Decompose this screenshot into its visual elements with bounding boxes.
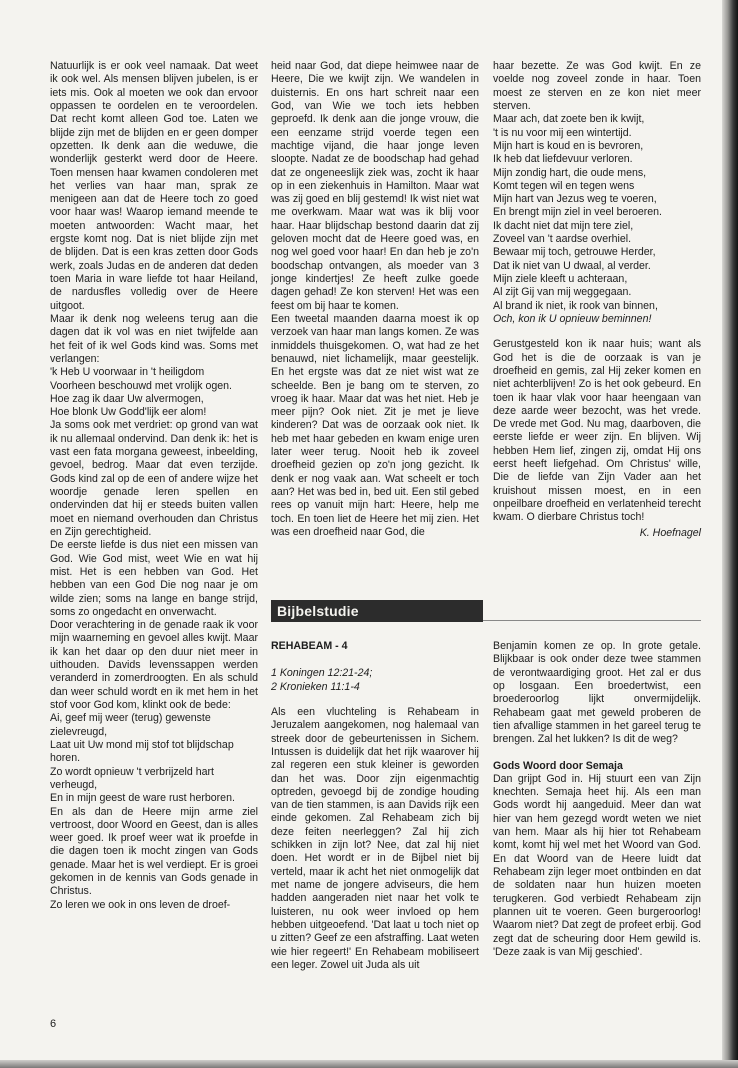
section-banner: Bijbelstudie (271, 600, 483, 622)
verse-line: Hoe zag ik daar Uw alvermogen, (50, 392, 204, 405)
column-middle (271, 60, 479, 539)
verse-line: Ik dacht niet dat mijn tere ziel, (493, 219, 634, 232)
scripture-reference: 1 Koningen 12:21-24; (271, 667, 373, 680)
verse-line: Voorheen beschouwd met vrolijk ogen. (50, 379, 232, 392)
paragraph: Gerustgesteld kon ik naar huis; want als God het is die de oorzaak is van je droefheid en gemis, zal Hij zeker komen en niet achterblijven! Zo is het ook gebeurd. En toen ik haar vlak voor haar heengaan van deze aarde weer bezocht, was het vrede. De vrede met God. Nu mag, daarboven, die eerste liefde er weer zijn. En blijven. Wij hebben Hem lief, zingen zij, omdat Hij ons eerst heeft liefgehad. Om Christus' wille, Die de liefde van Zijn Vader aan het kruishout missen moest, en in een onpeilbare droefheid en verlatenheid terecht kwam. O dierbare Christus toch! (493, 338, 701, 524)
section-rule (483, 620, 701, 621)
column-left (50, 60, 258, 912)
verse-line: Zo wordt opnieuw 't verbrijzeld hart verheugd, (50, 765, 214, 791)
verse-line: Zoveel van 't aardse overhiel. (493, 233, 632, 246)
paragraph: De eerste liefde is dus niet een missen van God. Wie God mist, weet Wie en wat hij mist. Het is een hebben van God. Het hebben van een God Die nog naar je om wilde zien; soms na lange en bange strijd, soms zo ongedacht en onverwacht. (50, 539, 258, 618)
paragraph: Benjamin komen ze op. In grote getale. Blijkbaar is ook onder deze twee stammen de verontwaardiging groot. Het zal er dus op losgaan. Een broedertwist, een broederoorlog lijkt onvermijdelijk. Rehabeam gaat met geweld proberen de tien afvallige stammen in het gareel terug te brengen. Zal het lukken? Is dit de weg? (493, 640, 701, 746)
verse-line: En brengt mijn ziel in veel beroeren. (493, 206, 663, 219)
verse-line: Mijn hart is koud en is bevroren, (493, 139, 644, 152)
verse-line: 't is nu voor mij een wintertijd. (493, 126, 632, 139)
poem (493, 113, 701, 326)
verse-line: Maar ach, dat zoete ben ik kwijt, (493, 113, 645, 126)
verse-line: Bewaar mij toch, getrouwe Herder, (493, 246, 656, 259)
verse-line: Mijn ziele kleeft u achteraan, (493, 273, 628, 285)
subheading: Gods Woord door Semaja (493, 759, 623, 772)
verse-line: Och, kon ik U opnieuw beminnen! (493, 312, 652, 325)
verse-line: Ai, geef mij weer (terug) gewenste zielevreugd, (50, 712, 211, 738)
paragraph: haar bezette. Ze was God kwijt. En ze voelde nog zoveel zonde in haar. Toen moest ze sterven en ze kon niet meer sterven. (493, 60, 701, 112)
verse-line: Ik heb dat liefdevuur verloren. (493, 153, 633, 166)
paragraph: Zo leren we ook in ons leven de droef- (50, 898, 231, 911)
verse-line: Al brand ik niet, ik rook van binnen, (493, 299, 658, 312)
verse-line: Dat ik niet van U dwaal, al verder. (493, 259, 651, 272)
page-number: 6 (50, 1018, 57, 1030)
verse-line: En in mijn geest de ware rust herboren. (50, 792, 235, 805)
column-right-lower (493, 640, 701, 959)
paragraph: Ja soms ook met verdriet: op grond van wat ik nu allemaal ondervind. Dan denk ik: het is vast een fata morgana geweest, inbeelding, gevoel, bedrog. Maar dat even terzijde. Gods kind zal op de een of andere wijze het woordje genade leren spellen en ondervinden dat hij er steeds buiten vallen moet en niemand overhouden dan Christus en Zijn gerechtigheid. (50, 419, 258, 538)
scripture-reference: 2 Kronieken 11:1-4 (271, 680, 360, 693)
verse-line: Komt tegen wil en tegen wens (493, 179, 635, 192)
paragraph: En als dan de Heere mijn arme ziel vertroost, door Woord en Geest, dan is alles weer goed. Ik proef weer wat ik proefde in die dagen toen ik mocht zingen van Gods genade. Maar het is wel verdiept. Er is groei gekomen in de kennis van Gods genade in Christus. (50, 805, 258, 898)
verse-line: 'k Heb U voorwaar in 't heiligdom (50, 366, 205, 379)
paragraph: Dan grijpt God in. Hij stuurt een van Zijn knechten. Semaja heet hij. Als een man Gods wordt hij aangeduid. Meer dan wat hier van hem gezegd wordt weten we niet van hem. Maar als hij hier tot Rehabeam komt, komt hij wel met het Woord van God. En dat Woord van de Heere luidt dat Rehabeam zijn leger moet ontbinden en dat de soldaten naar hun huizen moeten terugkeren. God verbiedt Rehabeam zijn plannen uit te voeren. Geen burgeroorlog! Waarom niet? Dat zegt de profeet erbij. God zegt dat de scheuring door Hem gewild is. 'Deze zaak is van Mij geschied'. (493, 772, 701, 958)
page-edge-shadow (0, 1060, 738, 1068)
paragraph: Als een vluchteling is Rehabeam in Jeruzalem aangekomen, nog halemaal van streek door de gebeurtenissen in Sichem. Intussen is duidelijk dat het rijk waarover hij zal regeren een stuk kleiner is geworden dan het was. Door zijn eigenmachtig optreden, gevoegd bij de zondige houding van de tien stammen, is aan Davids rijk een einde gekomen. Zal Rehabeam zich bij deze feiten neerleggen? Zal hij zich schikken in zijn lot? Nee, dat zal hij niet doen. Het wordt er in de Bijbel niet bij verteld, maar ik acht het niet onmogelijk dat met name de jongere adviseurs, die hem hadden aangeraden niet naar het volk te luisteren, nu ook weer invloed op hem hebben uitgeoefend. 'Dat laat u toch niet op u zitten? Geef ze een afstraffing. Laat weten wie hier regeert!' En Rehabeam mobiliseert een leger. Zowel uit Juda als uit (271, 705, 479, 971)
column-right (493, 60, 701, 540)
paragraph: Een tweetal maanden daarna moest ik op verzoek van haar man langs komen. Ze was inmiddels thuisgekomen. O, wat had ze het benauwd, niet lichamelijk, maar geestelijk. En het ergste was dat ze niet wist wat ze scheelde. Ben je bang om te sterven, zo vroeg ik haar. Maar dat was het niet. Heb je meer pijn? Ook niet. Zit je met je lieve kinderen? Dat was de oorzaak ook niet. Ik heb met haar gebeden en kwam enige uren later weer terug. Nooit heb ik zoveel droefheid gezien op zo'n jong gezicht. Ik denk er nog vaak aan. Wat scheelt er toch aan? Het was bed in, bed uit. Een stil gebed rees op vanuit mijn hart: Heere, help me toch. En toen liet de Heere het mij zien. Het was een droefheid naar God, die (271, 312, 479, 538)
author-signature: K. Hoefnagel (639, 526, 701, 539)
paragraph: Maar ik denk nog weleens terug aan die dagen dat ik vol was en niet twijfelde aan het feit of ik wel Gods kind was. Soms met verlangen: (50, 312, 258, 365)
paragraph: Door verachtering in de genade raak ik voor mijn waarneming en gevoel alles kwijt. Maar ik kan het daar op den duur niet meer in uithouden. Davids levenssappen werden veranderd in zomerdroogten. En als schuld dan weer schuld wordt en ik met hem in het stof voor God kom, klinkt ook de bede: (50, 619, 258, 711)
verse-line: Hoe blonk Uw Godd'lijk eer alom! (50, 406, 207, 419)
article-heading: REHABEAM - 4 (271, 640, 348, 652)
column-middle-lower (271, 640, 479, 972)
paragraph: Natuurlijk is er ook veel namaak. Dat weet ik ook wel. Als mensen blijven jubelen, is er iets mis. Ook al moeten we ook dan ervoor oppassen te oordelen en te veroordelen. Dat recht komt alleen God toe. Laten we blijde zijn met de blijden en er geen domper opzetten. Ik denk aan die weduwe, die wonderlijk gesterkt werd door de Heere. Toen mensen haar kwamen condoleren met het verlies van haar man, sprak ze menigeen aan dat de Heere toch zo goed voor haar was! Waarop iemand meende te moeten antwoorden: Wacht maar, het ergste komt nog. Dat is niet blijde zijn met de blijden. Dat is een kras zetten door Gods werk, zoals Judas en de anderen dat deden toen Maria in ware liefde tot haar Heiland, de nardusfles volledig over de Heere uitgoot. (50, 60, 258, 312)
verse-line: Al zijt Gij van mij weggegaan. (493, 286, 632, 299)
paragraph: heid naar God, dat diepe heimwee naar de Heere, Die we kwijt zijn. We wandelen in duisternis. En ons hart schreit naar een God, van Wie we toch iets hebben geproefd. Ik denk aan die jonge vrouw, die een eenzame strijd voerde tegen een machtige vijand, die haar jonge leven sloopte. Nadat ze de boodschap had gehad dat ze ongeneeslijk ziek was, zocht ik haar op in een ziekenhuis in Hamilton. Maar wat was zij goed en blij gestemd! Ik wist niet wat me overkwam. Maar wat was ik blij voor haar. Haar blijdschap bestond daarin dat zij geloven mocht dat de Heere goed was, en nog wel goed voor haar! En dan heb je zo'n boodschap ontvangen, als moeder van 3 jonge kindertjes! Ze heeft zulke goede dagen gehad! Ze kon sterven! Het was een feest om bij haar te komen. (271, 60, 479, 312)
verse-line: Laat uit Uw mond mij stof tot blijdschap horen. (50, 738, 234, 765)
book-spine-shadow (722, 0, 738, 1068)
verse-line: Mijn zondig hart, die oude mens, (493, 166, 647, 179)
verse-line: Mijn hart van Jezus weg te voeren, (493, 193, 657, 206)
